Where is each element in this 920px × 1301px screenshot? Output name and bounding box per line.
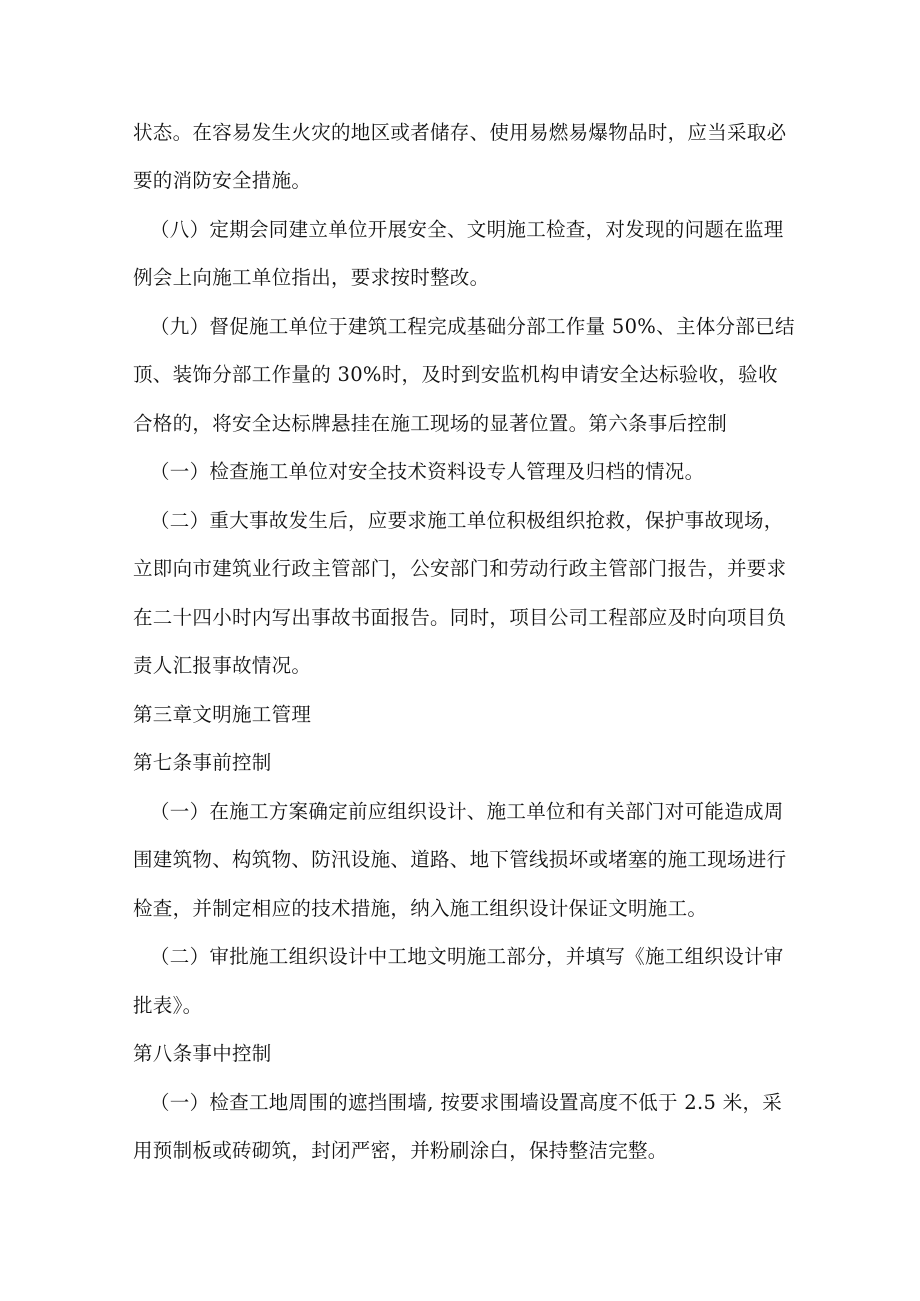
text-line: 例会上向施工单位指出，要求按时整改。 <box>133 266 490 289</box>
text-line: 状态。在容易发生火灾的地区或者储存、使用易燃易爆物品时，应当采取必 <box>133 121 787 144</box>
text-line: （二）审批施工组织设计中工地文明施工部分，并填写《施工组织设计审 <box>150 945 784 968</box>
text-line: （九）督促施工单位于建筑工程完成基础分部工作量 50%、主体分部已结 <box>150 315 795 338</box>
text-line: 要的消防安全措施。 <box>133 169 312 192</box>
text-line: （一）检查工地周围的遮挡围墙, 按要求围墙设置高度不低于 2.5 米，采 <box>150 1091 783 1114</box>
text-line: 在二十四小时内写出事故书面报告。同时，项目公司工程部应及时向项目负 <box>133 606 787 629</box>
text-line: 立即向市建筑业行政主管部门，公安部门和劳动行政主管部门报告，并要求 <box>133 557 787 580</box>
article-heading: 第七条事前控制 <box>133 751 272 774</box>
section-heading: 第三章文明施工管理 <box>133 703 312 726</box>
text-line: （一）在施工方案确定前应组织设计、施工单位和有关部门对可能造成周 <box>150 800 784 823</box>
article-heading: 第八条事中控制 <box>133 1042 272 1065</box>
text-line: 用预制板或砖砌筑，封闭严密，并粉刷涂白，保持整洁完整。 <box>133 1139 668 1162</box>
text-line: 批表》。 <box>133 994 203 1017</box>
text-line: 责人汇报事故情况。 <box>133 654 312 677</box>
text-line: （一）检查施工单位对安全技术资料设专人管理及归档的情况。 <box>150 460 705 483</box>
text-line: 顶、装饰分部工作量的 30%时，及时到安监机构申请安全达标验收，验收 <box>133 363 778 386</box>
text-line: （二）重大事故发生后，应要求施工单位积极组织抢救，保护事故现场， <box>150 509 784 532</box>
text-line: 合格的，将安全达标牌悬挂在施工现场的显著位置。第六条事后控制 <box>133 412 728 435</box>
text-line: （八）定期会同建立单位开展安全、文明施工检查，对发现的问题在监理 <box>150 218 784 241</box>
text-line: 检查，并制定相应的技术措施，纳入施工组织设计保证文明施工。 <box>133 897 708 920</box>
text-line: 围建筑物、构筑物、防汛设施、道路、地下管线损坏或堵塞的施工现场进行 <box>133 848 787 871</box>
